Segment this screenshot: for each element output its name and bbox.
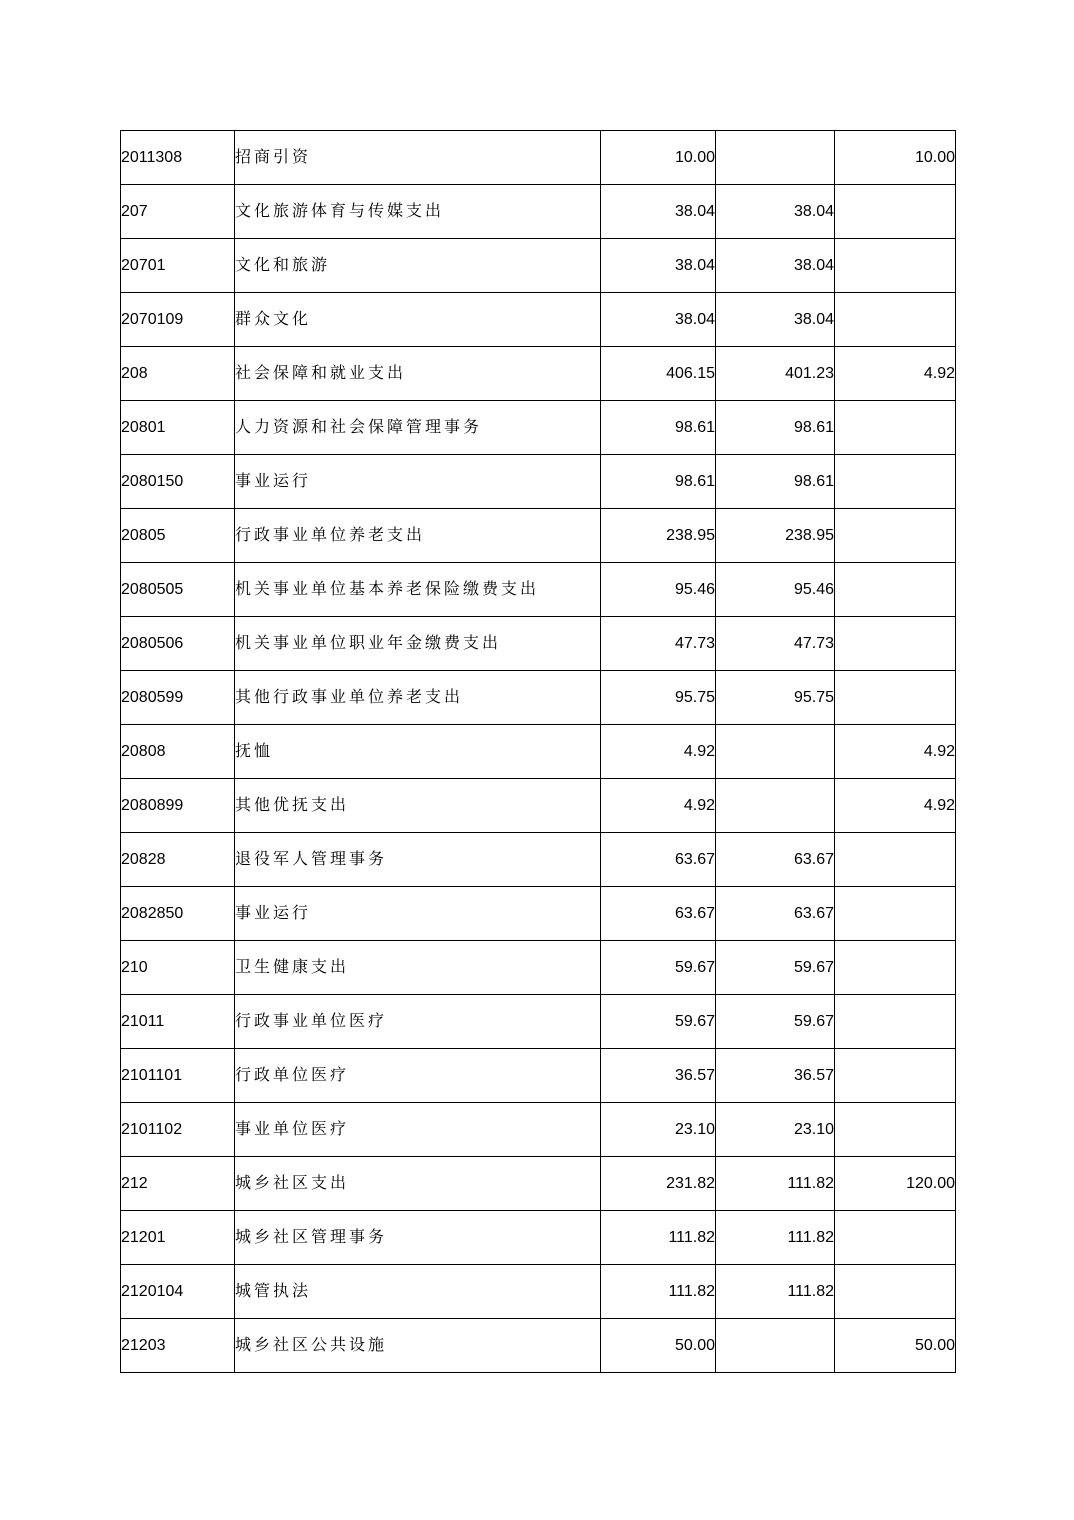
basic-expenditure-cell: 23.10 <box>716 1103 835 1157</box>
subject-name-text: 抚恤 <box>235 740 274 760</box>
subject-name-cell <box>235 833 601 887</box>
subject-code-cell: 2080599 <box>121 671 235 725</box>
table-row <box>121 1265 956 1319</box>
table-row <box>121 671 956 725</box>
basic-expenditure-cell: 111.82 <box>716 1265 835 1319</box>
basic-expenditure-cell: 38.04 <box>716 185 835 239</box>
subject-name-cell <box>235 1319 601 1373</box>
subject-name-cell <box>235 1049 601 1103</box>
total-amount-cell: 10.00 <box>601 131 716 185</box>
table-row <box>121 455 956 509</box>
total-amount-cell: 406.15 <box>601 347 716 401</box>
subject-code-cell: 2101102 <box>121 1103 235 1157</box>
project-expenditure-cell <box>835 617 956 671</box>
subject-name-text: 其他优抚支出 <box>235 794 350 814</box>
basic-expenditure-cell: 47.73 <box>716 617 835 671</box>
table-row <box>121 563 956 617</box>
subject-code-cell: 2080505 <box>121 563 235 617</box>
table-row <box>121 1049 956 1103</box>
total-amount-cell: 38.04 <box>601 185 716 239</box>
basic-expenditure-cell: 38.04 <box>716 293 835 347</box>
project-expenditure-cell <box>835 185 956 239</box>
subject-code-cell: 20808 <box>121 725 235 779</box>
table-row <box>121 401 956 455</box>
total-amount-cell: 59.67 <box>601 995 716 1049</box>
table-row <box>121 239 956 293</box>
subject-name-text: 事业运行 <box>235 470 312 490</box>
total-amount-cell: 95.46 <box>601 563 716 617</box>
subject-name-text: 机关事业单位基本养老保险缴费支出 <box>235 578 540 598</box>
project-expenditure-cell <box>835 563 956 617</box>
subject-name-text: 招商引资 <box>235 146 312 166</box>
subject-name-text: 行政事业单位养老支出 <box>235 524 426 544</box>
subject-name-text: 城乡社区公共设施 <box>235 1334 388 1354</box>
subject-code-cell: 2080506 <box>121 617 235 671</box>
subject-name-text: 文化旅游体育与传媒支出 <box>235 200 445 220</box>
subject-name-text: 退役军人管理事务 <box>235 848 388 868</box>
basic-expenditure-cell: 59.67 <box>716 941 835 995</box>
project-expenditure-cell <box>835 1265 956 1319</box>
subject-name-cell <box>235 1103 601 1157</box>
subject-code-cell: 20701 <box>121 239 235 293</box>
subject-name-text: 事业运行 <box>235 902 312 922</box>
basic-expenditure-cell: 111.82 <box>716 1211 835 1265</box>
total-amount-cell: 238.95 <box>601 509 716 563</box>
project-expenditure-cell: 50.00 <box>835 1319 956 1373</box>
subject-code-cell: 207 <box>121 185 235 239</box>
subject-name-cell <box>235 617 601 671</box>
table-row <box>121 131 956 185</box>
total-amount-cell: 59.67 <box>601 941 716 995</box>
subject-name-cell <box>235 455 601 509</box>
subject-name-cell <box>235 509 601 563</box>
project-expenditure-cell: 4.92 <box>835 347 956 401</box>
basic-expenditure-cell: 238.95 <box>716 509 835 563</box>
subject-name-cell <box>235 887 601 941</box>
subject-name-text: 事业单位医疗 <box>235 1118 350 1138</box>
project-expenditure-cell <box>835 995 956 1049</box>
subject-name-cell <box>235 1265 601 1319</box>
table-row <box>121 725 956 779</box>
table-row <box>121 779 956 833</box>
budget-table <box>120 130 956 1373</box>
basic-expenditure-cell <box>716 131 835 185</box>
subject-name-cell <box>235 239 601 293</box>
total-amount-cell: 47.73 <box>601 617 716 671</box>
total-amount-cell: 95.75 <box>601 671 716 725</box>
subject-code-cell: 2080899 <box>121 779 235 833</box>
subject-name-cell <box>235 293 601 347</box>
total-amount-cell: 98.61 <box>601 455 716 509</box>
project-expenditure-cell: 10.00 <box>835 131 956 185</box>
basic-expenditure-cell: 111.82 <box>716 1157 835 1211</box>
table-row <box>121 293 956 347</box>
subject-name-text: 文化和旅游 <box>235 254 331 274</box>
subject-name-cell <box>235 563 601 617</box>
subject-name-cell <box>235 779 601 833</box>
subject-code-cell: 21203 <box>121 1319 235 1373</box>
project-expenditure-cell <box>835 239 956 293</box>
subject-code-cell: 2011308 <box>121 131 235 185</box>
subject-name-text: 其他行政事业单位养老支出 <box>235 686 464 706</box>
total-amount-cell: 231.82 <box>601 1157 716 1211</box>
project-expenditure-cell <box>835 293 956 347</box>
subject-name-cell <box>235 347 601 401</box>
basic-expenditure-cell: 38.04 <box>716 239 835 293</box>
subject-code-cell: 20805 <box>121 509 235 563</box>
subject-name-cell <box>235 1211 601 1265</box>
project-expenditure-cell <box>835 833 956 887</box>
total-amount-cell: 38.04 <box>601 239 716 293</box>
subject-code-cell: 2120104 <box>121 1265 235 1319</box>
total-amount-cell: 23.10 <box>601 1103 716 1157</box>
basic-expenditure-cell: 98.61 <box>716 401 835 455</box>
total-amount-cell: 98.61 <box>601 401 716 455</box>
total-amount-cell: 4.92 <box>601 725 716 779</box>
basic-expenditure-cell: 36.57 <box>716 1049 835 1103</box>
subject-name-text: 群众文化 <box>235 308 312 328</box>
subject-code-cell: 20828 <box>121 833 235 887</box>
subject-code-cell: 208 <box>121 347 235 401</box>
subject-name-cell <box>235 131 601 185</box>
subject-name-cell <box>235 941 601 995</box>
project-expenditure-cell <box>835 941 956 995</box>
total-amount-cell: 4.92 <box>601 779 716 833</box>
table-row <box>121 1319 956 1373</box>
project-expenditure-cell: 120.00 <box>835 1157 956 1211</box>
project-expenditure-cell: 4.92 <box>835 725 956 779</box>
basic-expenditure-cell: 59.67 <box>716 995 835 1049</box>
table-row <box>121 833 956 887</box>
table-row <box>121 1157 956 1211</box>
basic-expenditure-cell <box>716 1319 835 1373</box>
subject-code-cell: 212 <box>121 1157 235 1211</box>
total-amount-cell: 50.00 <box>601 1319 716 1373</box>
subject-name-cell <box>235 1157 601 1211</box>
basic-expenditure-cell: 98.61 <box>716 455 835 509</box>
project-expenditure-cell <box>835 455 956 509</box>
project-expenditure-cell: 4.92 <box>835 779 956 833</box>
total-amount-cell: 38.04 <box>601 293 716 347</box>
basic-expenditure-cell: 63.67 <box>716 887 835 941</box>
project-expenditure-cell <box>835 401 956 455</box>
basic-expenditure-cell <box>716 725 835 779</box>
subject-name-text: 人力资源和社会保障管理事务 <box>235 416 483 436</box>
project-expenditure-cell <box>835 509 956 563</box>
table-row <box>121 1211 956 1265</box>
subject-name-cell <box>235 185 601 239</box>
project-expenditure-cell <box>835 1103 956 1157</box>
table-row <box>121 185 956 239</box>
subject-name-cell <box>235 725 601 779</box>
subject-name-text: 行政单位医疗 <box>235 1064 350 1084</box>
subject-code-cell: 2101101 <box>121 1049 235 1103</box>
subject-name-cell <box>235 401 601 455</box>
subject-code-cell: 210 <box>121 941 235 995</box>
subject-code-cell: 2070109 <box>121 293 235 347</box>
subject-name-text: 机关事业单位职业年金缴费支出 <box>235 632 502 652</box>
subject-name-text: 卫生健康支出 <box>235 956 350 976</box>
total-amount-cell: 111.82 <box>601 1265 716 1319</box>
basic-expenditure-cell: 63.67 <box>716 833 835 887</box>
project-expenditure-cell <box>835 887 956 941</box>
subject-name-text: 城乡社区支出 <box>235 1172 350 1192</box>
basic-expenditure-cell: 95.46 <box>716 563 835 617</box>
subject-name-text: 城乡社区管理事务 <box>235 1226 388 1246</box>
subject-name-text: 社会保障和就业支出 <box>235 362 407 382</box>
basic-expenditure-cell <box>716 779 835 833</box>
subject-code-cell: 2080150 <box>121 455 235 509</box>
total-amount-cell: 63.67 <box>601 833 716 887</box>
subject-name-text: 行政事业单位医疗 <box>235 1010 388 1030</box>
basic-expenditure-cell: 401.23 <box>716 347 835 401</box>
table-row <box>121 1103 956 1157</box>
subject-code-cell: 20801 <box>121 401 235 455</box>
budget-table-body <box>121 131 956 1373</box>
project-expenditure-cell <box>835 671 956 725</box>
table-row <box>121 347 956 401</box>
table-row <box>121 995 956 1049</box>
total-amount-cell: 111.82 <box>601 1211 716 1265</box>
table-row <box>121 509 956 563</box>
project-expenditure-cell <box>835 1049 956 1103</box>
basic-expenditure-cell: 95.75 <box>716 671 835 725</box>
table-row <box>121 887 956 941</box>
subject-name-cell <box>235 671 601 725</box>
total-amount-cell: 36.57 <box>601 1049 716 1103</box>
subject-code-cell: 2082850 <box>121 887 235 941</box>
subject-code-cell: 21201 <box>121 1211 235 1265</box>
subject-code-cell: 21011 <box>121 995 235 1049</box>
table-row <box>121 941 956 995</box>
table-row <box>121 617 956 671</box>
subject-name-text: 城管执法 <box>235 1280 312 1300</box>
subject-name-cell <box>235 995 601 1049</box>
project-expenditure-cell <box>835 1211 956 1265</box>
total-amount-cell: 63.67 <box>601 887 716 941</box>
